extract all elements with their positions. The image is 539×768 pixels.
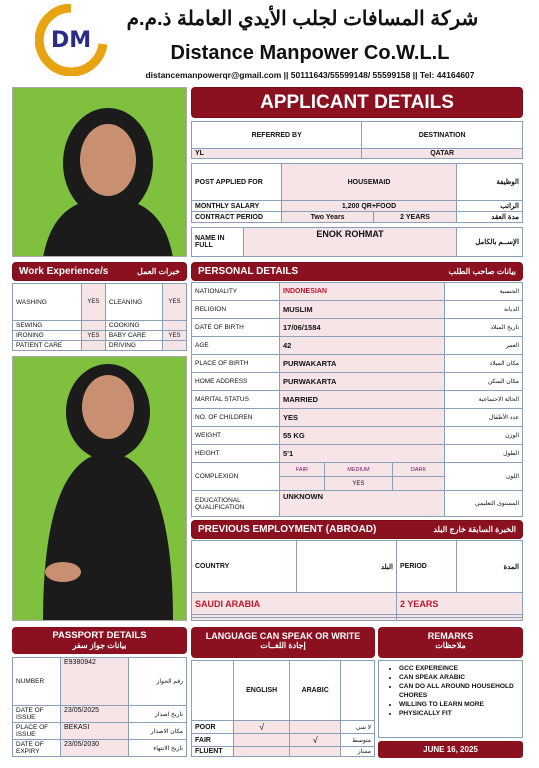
remark-item: • PHYSICALLY FIT: [399, 709, 520, 718]
contract-label-ar: مدة العقد: [457, 212, 523, 223]
education-row: [192, 491, 523, 517]
remark-item: • GCC EXPEREINCE: [399, 664, 520, 673]
referral-table: [191, 121, 523, 159]
country-label: COUNTRY: [192, 541, 297, 593]
education-label: EDUCATIONAL QUALIFICATION: [192, 491, 280, 517]
remarks-header: [378, 627, 523, 658]
passport-header: [12, 627, 187, 654]
language-level-ar: لا شي: [341, 721, 375, 734]
personal-value: PURWAKARTA: [280, 355, 445, 373]
education-label-ar: المستوى التعليمي: [445, 491, 523, 517]
work-value: YES: [163, 284, 187, 321]
remark-item: • WILLING TO LEARN MORE: [399, 700, 520, 709]
work-row: [13, 331, 187, 341]
language-row: [192, 747, 375, 757]
period-label-ar: المدة: [457, 541, 523, 593]
personal-label: NATIONALITY: [192, 283, 280, 301]
personal-label-ar: العمر: [445, 337, 523, 355]
passport-row: [13, 706, 187, 723]
personal-label-ar: الجنسية: [445, 283, 523, 301]
applicant-photo-full: [12, 356, 187, 621]
prev-title-ar: الخبرة السابقة خارج البلد: [433, 525, 516, 534]
personal-value: 42: [280, 337, 445, 355]
personal-row: [192, 409, 523, 427]
language-english-mark: [234, 747, 290, 757]
passport-value: 23/05/2030: [61, 740, 129, 757]
work-value: [163, 341, 187, 351]
language-row: [192, 721, 375, 734]
personal-row: [192, 373, 523, 391]
language-title-ar: إجادة اللغــات: [260, 641, 306, 650]
personal-row: [192, 445, 523, 463]
work-value: [81, 321, 105, 331]
work-skill: DRIVING: [105, 341, 162, 351]
work-row: [13, 284, 187, 321]
passport-label: DATE OF EXPIRY: [13, 740, 61, 757]
passport-value: 23/05/2025: [61, 706, 129, 723]
work-skill: COOKING: [105, 321, 162, 331]
passport-label: DATE OF ISSUE: [13, 706, 61, 723]
work-value: YES: [81, 284, 105, 321]
personal-details-table: [191, 282, 523, 516]
period-label: PERIOD: [397, 541, 457, 593]
complexion-mark-fair: [280, 477, 325, 491]
personal-value: MUSLIM: [280, 301, 445, 319]
salary-label: MONTHLY SALARY: [192, 201, 282, 212]
referred-by-label: REFERRED BY: [192, 122, 362, 149]
destination-label: DESTINATION: [362, 122, 523, 149]
language-arabic-mark: [290, 747, 341, 757]
complexion-label-ar: اللون: [445, 463, 523, 491]
personal-label: MARITAL STATUS: [192, 391, 280, 409]
personal-label-ar: مكان السكن: [445, 373, 523, 391]
work-experience-table: [12, 283, 187, 351]
personal-label: PLACE OF BIRTH: [192, 355, 280, 373]
personal-label: DATE OF BIRTH: [192, 319, 280, 337]
personal-details-header: [191, 262, 523, 281]
personal-label-ar: مكان الميلاد: [445, 355, 523, 373]
name-label: NAME IN FULL: [192, 228, 244, 257]
passport-table: [12, 657, 187, 757]
post-value: HOUSEMAID: [282, 164, 457, 201]
complexion-row: [192, 463, 523, 477]
name-table: [191, 227, 523, 257]
work-skill: PATIENT CARE: [13, 341, 82, 351]
work-skill: SEWING: [13, 321, 82, 331]
page-title-text: APPLICANT DETAILS: [260, 91, 454, 113]
language-arabic: ARABIC: [290, 661, 341, 721]
language-blank-ar: [341, 661, 375, 721]
language-english-mark: [234, 734, 290, 747]
passport-label-ar: رقم الجواز: [129, 658, 187, 706]
personal-value: 55 KG: [280, 427, 445, 445]
name-value: ENOK ROHMAT: [244, 228, 457, 257]
work-value: YES: [81, 331, 105, 341]
personal-value: 5'1: [280, 445, 445, 463]
passport-label-ar: تاريخ الانتهاء: [129, 740, 187, 757]
work-title-ar: خبرات العمل: [137, 267, 180, 276]
country-value: SAUDI ARABIA: [192, 593, 397, 615]
work-row: [13, 321, 187, 331]
remarks-list: [378, 660, 523, 738]
personal-value: YES: [280, 409, 445, 427]
remarks-date: JUNE 16, 2025: [378, 741, 523, 758]
referred-by-value: YL: [192, 149, 362, 159]
passport-label-ar: تاريخ اصدار: [129, 706, 187, 723]
destination-value: QATAR: [362, 149, 523, 159]
personal-value: PURWAKARTA: [280, 373, 445, 391]
remarks-title-ar: ملاحظات: [435, 641, 466, 650]
period-value: 2 YEARS: [397, 593, 523, 615]
complexion-mark: YES: [324, 477, 392, 491]
salary-value: 1,200 QR+FOOD: [282, 201, 457, 212]
personal-label-ar: الحالة الاجتماعية: [445, 391, 523, 409]
contract-value-a: Two Years: [282, 212, 374, 223]
language-head-row: [192, 661, 375, 721]
personal-value: MARRIED: [280, 391, 445, 409]
complexion-dark: DARK: [393, 463, 445, 477]
name-label-ar: الإســم بالكامل: [457, 228, 523, 257]
language-english: ENGLISH: [234, 661, 290, 721]
personal-row: [192, 391, 523, 409]
company-name-english: Distance Manpower Co.W.L.L: [170, 42, 450, 64]
personal-value: 17/06/1584: [280, 319, 445, 337]
remarks-title: REMARKS: [427, 631, 474, 641]
personal-label: HOME ADDRESS: [192, 373, 280, 391]
personal-value: INDONESIAN: [280, 283, 445, 301]
education-value: UNKNOWN: [280, 491, 445, 517]
passport-label-ar: مكان الاصدار: [129, 723, 187, 740]
work-skill: CLEANING: [105, 284, 162, 321]
work-skill: IRONING: [13, 331, 82, 341]
personal-title: PERSONAL DETAILS: [198, 266, 299, 277]
post-label-ar: الوظيفة: [457, 164, 523, 201]
language-level: FLUENT: [192, 747, 234, 757]
job-table: [191, 163, 523, 223]
contract-label: CONTRACT PERIOD: [192, 212, 282, 223]
remark-item: • CAN SPEAK ARABIC: [399, 673, 520, 682]
personal-label-ar: عدد الأطفال: [445, 409, 523, 427]
passport-row: [13, 740, 187, 757]
personal-row: [192, 301, 523, 319]
language-row: [192, 734, 375, 747]
country-label-ar: البلد: [297, 541, 397, 593]
personal-row: [192, 283, 523, 301]
language-table: [191, 660, 375, 757]
passport-row: [13, 658, 187, 706]
language-english-mark: √: [234, 721, 290, 734]
work-title: Work Experience/s: [19, 266, 109, 277]
passport-row: [13, 723, 187, 740]
work-row: [13, 341, 187, 351]
company-name-arabic: شركة المسافات لجلب الأيدي العاملة ذ.م.م: [126, 8, 479, 30]
previous-employment-table: [191, 540, 523, 621]
work-value: [163, 321, 187, 331]
remark-item: • CAN DO ALL AROUND HOUSEHOLD CHORES: [399, 682, 520, 700]
applicant-photo-small: [12, 87, 187, 257]
work-experience-header: [12, 262, 187, 281]
language-level-ar: ممتاز: [341, 747, 375, 757]
language-level-ar: متوسط: [341, 734, 375, 747]
personal-label-ar: تاريخ الميلاد: [445, 319, 523, 337]
work-skill: BABY CARE: [105, 331, 162, 341]
passport-title-ar: بيانات جواز سفر: [72, 641, 127, 650]
work-value: [81, 341, 105, 351]
contract-value-b: 2 YEARS: [374, 212, 457, 223]
passport-value: E9380942: [61, 658, 129, 706]
passport-label: PLACE OF ISSUE: [13, 723, 61, 740]
personal-row: [192, 337, 523, 355]
passport-label: NUMBER: [13, 658, 61, 706]
work-value: YES: [163, 331, 187, 341]
language-level: FAIR: [192, 734, 234, 747]
post-label: POST APPLIED FOR: [192, 164, 282, 201]
company-contact: distancemanpowerqr@gmail.com || 50111643/55599148/ 55599158 || Tel: 44164607: [145, 70, 475, 80]
personal-label: NO. OF CHILDREN: [192, 409, 280, 427]
page-title: [191, 87, 523, 118]
personal-label: HEIGHT: [192, 445, 280, 463]
language-level: POOR: [192, 721, 234, 734]
language-arabic-mark: [290, 721, 341, 734]
complexion-fair: FAIR: [280, 463, 325, 477]
complexion-label: COMPLEXION: [192, 463, 280, 491]
complexion-mark-dark: [393, 477, 445, 491]
prev-title: PREVIOUS EMPLOYMENT (ABROAD): [198, 524, 377, 535]
personal-row: [192, 427, 523, 445]
language-blank: [192, 661, 234, 721]
personal-label: AGE: [192, 337, 280, 355]
personal-label: WEIGHT: [192, 427, 280, 445]
personal-label: RELIGION: [192, 301, 280, 319]
personal-row: [192, 319, 523, 337]
passport-value: BEKASI: [61, 723, 129, 740]
previous-employment-header: [191, 520, 523, 539]
salary-label-ar: الراتب: [457, 201, 523, 212]
personal-label-ar: الديانة: [445, 301, 523, 319]
language-header: [191, 627, 375, 658]
work-skill: WASHING: [13, 284, 82, 321]
logo-text: DM: [51, 28, 92, 53]
company-logo: [35, 4, 107, 76]
personal-row: [192, 355, 523, 373]
language-title: LANGUAGE CAN SPEAK OR WRITE: [205, 631, 361, 641]
personal-label-ar: الطول: [445, 445, 523, 463]
language-arabic-mark: √: [290, 734, 341, 747]
passport-title: PASSPORT DETAILS: [52, 630, 147, 641]
personal-title-ar: بيانات صاحب الطلب: [448, 267, 516, 276]
complexion-medium: MEDIUM: [324, 463, 392, 477]
personal-label-ar: الوزن: [445, 427, 523, 445]
